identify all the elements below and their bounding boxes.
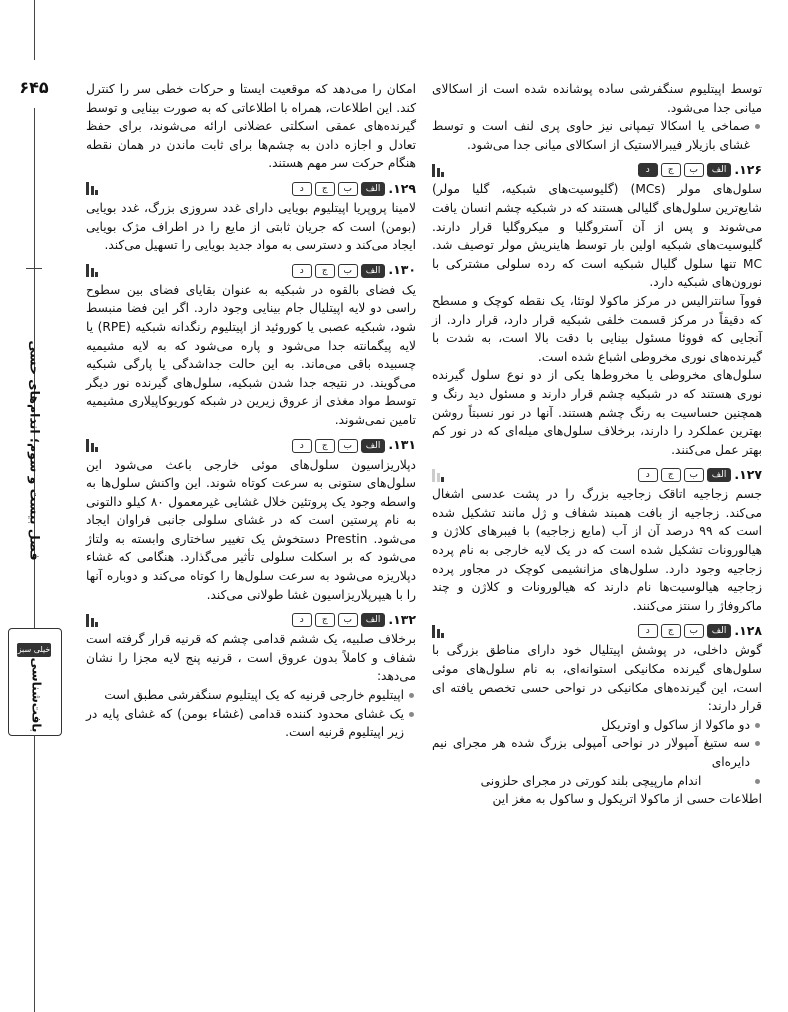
list-item: اپیتلیوم خارجی قرنیه که یک اپیتلیوم سنگفرشی مطبق است — [86, 686, 416, 705]
list-item: صماخی یا اسکالا تیمپانی نیز حاوی پری لنف است و توسط غشای بازیلار فیبرالاستیک از اسکالای میانی جدا می‌شود. — [432, 117, 762, 154]
paragraph: سلول‌های مخروطی یا مخروط‌ها یکی از دو نوع سلول گیرنده نوری هستند که در شبکیه چشم قرار دارند و مسئول دید رنگ و همچنین حساسیت به رنگ چشم هستند. آنها در نور نسبتاً روشن بهترین عملکرد را دارند، برخلاف سلول‌های میله‌ای که در نور کم بهتر عمل می‌کنند. — [432, 368, 762, 457]
option-badge-be: ب — [684, 624, 704, 638]
option-badge-be: ب — [338, 613, 358, 627]
option-badge-alef: الف — [361, 439, 386, 453]
section-tab-label: بافت‌شناسی — [29, 657, 43, 733]
option-badge-jim: ج — [315, 613, 335, 627]
question-header-132 — [86, 610, 416, 630]
question-number: ۱۲۷. — [734, 466, 762, 482]
paragraph: فووآ سانترالیس در مرکز ماکولا لوتئا، یک نقطه کوچک و مسطح که دقیقاً در مرکز قسمت خلفی شبکیه قرار دارد، قرار دارد. از آنجایی که فووئا مسئول بینایی با دقت بالا است، به شدت با گیرنده‌های نوری مخروطی اشباع شده است. — [432, 293, 762, 364]
option-badge-dal: د — [638, 468, 658, 482]
option-badge-jim: ج — [661, 163, 681, 177]
paragraph: یک فضای بالقوه در شبکیه به عنوان بقایای فضای بین سطوح راسی دو لایه اپیتلیال جام بینایی وجود دارد. اگر این فضا منبسط شود، شبکیه عصبی یا کوروئید از اپیتلیوم رنگدانه شبکیه (RPE) یا لایه پیگمانته جدا می‌شود و پاره می‌شود که به لایه مشیمیه چسبیده باقی می‌ماند. به این حالت جداشدگی یا پارگی شبکیه می‌گویند. در نتیجه جدا شدن شبکیه، سلول‌های گیرنده نور دیگر توسط مواد مغذی از عروق زیرین در شبکه کوریوکاپیلاری مشیمیه تامین نمی‌شوند. — [86, 282, 417, 427]
question-number: ۱۲۸. — [734, 623, 762, 639]
page-margin — [0, 0, 74, 1012]
difficulty-bars-icon — [86, 182, 98, 195]
question-number: ۱۳۱. — [388, 437, 416, 453]
list-item: یک غشای محدود کننده قدامی (غشاء بومن) که غشای پایه در زیر اپیتلیوم قرنیه است. — [86, 705, 416, 742]
option-badge-alef: الف — [361, 182, 386, 196]
list-item: دو ماکولا از ساکول و اوتریکل — [432, 716, 762, 735]
option-badge-alef: الف — [361, 613, 386, 627]
option-badge-jim: ج — [315, 264, 335, 278]
difficulty-bars-icon — [86, 264, 98, 277]
question-header-126 — [432, 160, 762, 180]
option-badge-alef: الف — [707, 163, 732, 177]
difficulty-bars-icon — [86, 439, 98, 452]
paragraph: اطلاعات حسی از ماکولا اتریکول و ساکول به مغز این — [492, 792, 762, 807]
paragraph: جسم زجاجیه اتاقک زجاجیه بزرگ را در پشت عدسی اشغال می‌کند. زجاجیه از بافت همبند شفاف و ژل مانند تشکیل شده است که ۹۹ درصد آن از آب (مایع زجاجیه) با فیبرهای کلاژن و هیالورونات تشکیل شده است که در یک لایه خارجی به نام پرده زجاجیه وجود دارد. سلول‌های مزانشیمی کوچک در مجاور پرده زجاجیه هیالوسیت‌ها نام دارند که هیالورونات و کلاژن و چند ماکروفاژ را سنتز می‌کنند. — [432, 487, 762, 613]
option-badge-jim: ج — [661, 624, 681, 638]
option-badge-dal: د — [292, 439, 312, 453]
right-column — [432, 80, 762, 809]
option-badge-jim: ج — [315, 182, 335, 196]
chapter-title: فصل بیست و سوم؛ اندام‌های حسی — [27, 339, 43, 561]
margin-rule — [34, 735, 35, 1012]
option-badge-be: ب — [684, 163, 704, 177]
question-header-129 — [86, 179, 416, 199]
option-badge-alef: الف — [361, 264, 386, 278]
option-badge-be: ب — [338, 264, 358, 278]
publisher-logo: خیلی سبز — [17, 643, 51, 657]
paragraph: دپلاریزاسیون سلول‌های موئی خارجی باعث می‌شود این سلول‌های ستونی به سرعت کوتاه شوند. این واکنش سلول‌ها به واسطه وجود یک پروتئین خلال غشایی غیرمعمول ۸۰ کیلو دالتونی به نام پرستین است که در غشای سلولی جانبی فراوان ایجاد می‌شود. Prestin دستخوش یک تغییر ساختاری وابسته به ولتاژ می‌شود که بر اسکلت سلولی تأثیر می‌گذارد. هنگامی که غشاء دپلاریزه می‌شود به سرعت سلول‌ها را کوتاه می‌کند و دوباره آنها را با هیپرپلاریزاسیون غشا طولانی می‌کند. — [86, 457, 417, 602]
question-header-128 — [432, 621, 762, 641]
option-badge-dal: د — [292, 613, 312, 627]
question-number: ۱۲۹. — [388, 180, 416, 196]
question-number: ۱۲۶. — [734, 162, 762, 178]
paragraph: سلول‌های مولر (MCs) (گلیوسیت‌های شبکیه، گلیا مولر) شایع‌ترین سلول‌های گلیالی هستند که در شبکیه چشم انسان یافت می‌شوند و پس از آن آستروگلیا و میکروگلیا قرار دارند. گلیوسیت‌های شبکیه اولین بار توسط هاینریش مولر توصیف شد. MC تنها سلول گلیال شبکیه است که رده سلولی مشترکی با نورون‌های شبکیه دارد. — [432, 182, 762, 290]
option-badge-alef: الف — [707, 624, 732, 638]
option-badge-jim: ج — [661, 468, 681, 482]
difficulty-bars-icon — [432, 469, 444, 482]
difficulty-bars-icon — [432, 625, 444, 638]
option-badge-be: ب — [684, 468, 704, 482]
paragraph: امکان را می‌دهد که موقعیت ایستا و حرکات خطی سر را کنترل کند. این اطلاعات، همراه با اطلاعاتی که به صورت بینایی و توسط گیرنده‌های عمقی اسکلتی عضلانی ارائه می‌شوند، برای حفظ تعادل و اجازه دادن به چشم‌ها برای ثابت ماندن در همان نقطه هنگام حرکت سر مهم هستند. — [86, 82, 416, 171]
difficulty-bars-icon — [432, 164, 444, 177]
page-number: ۶۴۵ — [19, 78, 49, 97]
option-badge-dal: د — [638, 624, 658, 638]
option-badge-dal: د — [292, 264, 312, 278]
paragraph: گوش داخلی، در پوشش اپیتلیال خود دارای مناطق بزرگی با سلول‌های گیرنده مکانیکی استوانه‌ای، به نام سلول‌های موئی است، این گیرنده‌های مکانیکی در نواحی حسی تخصص یافته ای قرار دارند: — [432, 643, 762, 714]
option-badge-be: ب — [338, 182, 358, 196]
paragraph: برخلاف صلبیه، یک ششم قدامی چشم که قرنیه قرار گرفته است شفاف و کاملاً بدون عروق است ، قرنیه پنج لایه مجزا را نشان می‌دهد: — [86, 632, 416, 684]
question-header-130 — [86, 261, 416, 281]
left-column — [86, 80, 416, 742]
option-badge-alef: الف — [707, 468, 732, 482]
paragraph: لامینا پروپریا اپیتلیوم بویایی دارای غدد سروزی بزرگ، غدد بویایی (بومن) است که جریان ثابتی از مایع را در اطراف مژک بویایی ایجاد می‌کند و دسترسی به مواد جدید بویایی را تسهیل می‌کند. — [86, 200, 416, 253]
paragraph: توسط اپیتلیوم سنگفرشی ساده پوشانده شده است از اسکالای میانی جدا می‌شود. — [432, 82, 762, 115]
question-number: ۱۳۲. — [388, 611, 416, 627]
difficulty-bars-icon — [86, 614, 98, 627]
margin-rule — [34, 0, 35, 60]
list-item: سه ستیغ آمپولار در نواحی آمپولی بزرگ شده هر مجرای نیم دایره‌ای — [432, 734, 762, 771]
list-item: اندام مارپیچی بلند کورتی در مجرای حلزونی — [432, 772, 762, 791]
section-tab — [8, 628, 62, 736]
option-badge-dal: د — [292, 182, 312, 196]
option-badge-be: ب — [338, 439, 358, 453]
question-header-127 — [432, 465, 762, 485]
option-badge-dal: د — [638, 163, 658, 177]
question-header-131 — [86, 436, 416, 456]
question-number: ۱۳۰. — [388, 262, 416, 278]
margin-tick — [26, 268, 42, 269]
option-badge-jim: ج — [315, 439, 335, 453]
